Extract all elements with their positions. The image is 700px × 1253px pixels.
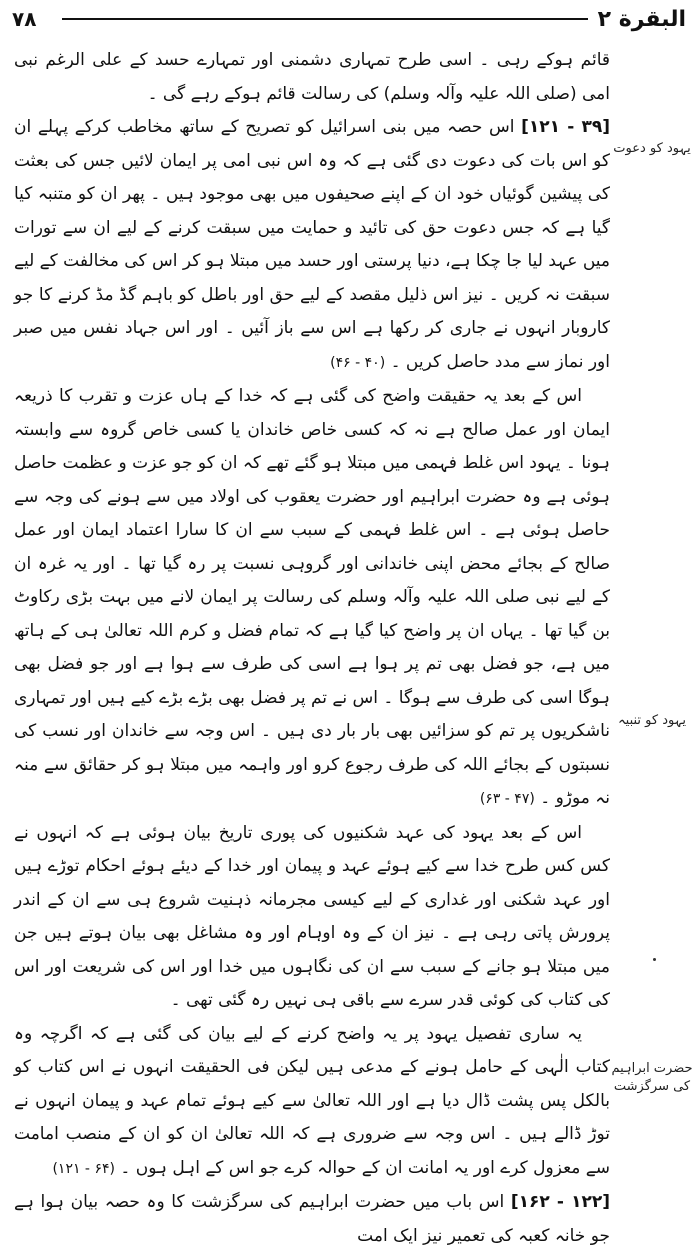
margin-note-jews-invitation: یہود کو دعوت (613, 141, 691, 156)
paragraph-text: یہ ساری تفصیل یہود پر یہ واضح کرنے کے لیے بیان کی گئی ہے کہ اگرچہ وہ کتاب الٰہی کے حامل ہونے کے مدعی ہیں لیکن فی الحقیقت انہوں نے اس کتاب کو بالکل پس پشت ڈال دیا ہے اور اللہ تعالیٰ سے کیے ہوئے تمام عہد و پیمان انہوں نے توڑ ڈالے ہیں ۔ اس وجہ سے ضروری ہے کہ اللہ تعالیٰ ان کو ان کے منصب امامت سے معزول کرے اور یہ امانت ان کے حوالہ کرے جو اس کے اہل ہوں ۔ (14, 1023, 610, 1178)
paragraph-5 (14, 1018, 610, 1187)
verse-citation: (۶۴ - ۱۲۱) (52, 1160, 115, 1177)
margin-note-jews-warning: یہود کو تنبیہ (618, 713, 686, 728)
page-number: ۷۸ (12, 7, 37, 31)
surah-title: البقرة ٢ (597, 6, 686, 32)
margin-note-abraham-story: حضرت ابراہیم کی سرگزشت (611, 1061, 693, 1094)
paragraph-6 (14, 1186, 610, 1253)
paragraph-3 (14, 380, 610, 817)
paragraph-1 (14, 44, 610, 111)
verse-range-ref: [۱۲۲ - ۱۶۲] (510, 1192, 610, 1212)
verse-citation: (۴۷ - ۶۳) (479, 791, 535, 807)
paragraph-text: اس کے بعد یہ حقیقت واضح کی گئی ہے کہ خدا کے ہاں عزت و تقرب کا ذریعہ ایمان اور عمل صالح ہے نہ کہ کسی خاص خاندان یا کسی خاص گروہ سے وابستہ ہونا ۔ یہود اس غلط فہمی میں مبتلا ہو گئے تھے کہ ان کو جو عزت و عظمت حاصل ہوئی ہے وہ حضرت ابراہیم اور حضرت یعقوب کی اولاد میں سے ہونے کی وجہ سے حاصل ہوئی ہے ۔ اس غلط فہمی کے سبب سے ان کا سارا اعتماد ایمان اور عمل صالح کے بجائے محض اپنی خاندانی اور گروہی نسبت پر رہ گیا تھا ۔ اور یہ غرہ ان کے لیے نبی صلی اللہ علیہ وآلہ وسلم کی رسالت پر ایمان لانے میں بہت بڑی رکاوٹ بن گیا تھا ۔ یہاں ان پر واضح کیا گیا ہے کہ تمام فضل و کرم اللہ تعالیٰ ہی کے ہاتھ میں ہے، جو فضل بھی تم پر ہوا ہے اسی کی طرف سے ہوا ہے اور جو فضل بھی ہوگا اسی کی طرف سے ہوگا ۔ اس نے تم پر فضل بھی بڑے بڑے کیے ہیں اور تمہاری ناشکریوں پر تم کو سزائیں بھی بار بار دی ہیں ۔ اس وجہ سے خاندان اور نسب کی نسبتوں کے بجائے اللہ کی طرف رجوع کرو اور واہمہ میں مبتلا ہو کر حقائق سے منہ نہ موڑو ۔ (14, 386, 610, 808)
verse-citation: (۴۰ - ۴۶) (330, 354, 386, 371)
page-header (12, 2, 686, 36)
paragraph-text: قائم ہوکے رہی ۔ اسی طرح تمہاری دشمنی اور تمہارے حسد کے علی الرغم نبی امی (صلی اللہ علیہ وآلہ وسلم) کی رسالت قائم ہوکے رہے گی ۔ (14, 50, 610, 104)
header-rule (62, 18, 588, 20)
paragraph-4 (14, 817, 610, 1018)
paragraph-text: اس حصہ میں بنی اسرائیل کو تصریح کے ساتھ مخاطب کرکے پہلے ان کو اس بات کی دعوت دی گئی ہے کہ وہ اس نبی امی پر ایمان لائیں جس کی بعثت کی پیشین گوئیاں خود ان کے اپنے صحیفوں میں بھی موجود ہیں ۔ پھر ان کو متنبہ کیا گیا ہے کہ جس دعوت حق کی تائید و حمایت میں سبقت کرنے کے لیے ان سے تورات میں عہد لیا جا چکا ہے، دنیا پرستی اور حسد میں مبتلا ہو کر اس کی مخالفت کے لیے سبقت نہ کریں ۔ نیز اس ذلیل مقصد کے لیے حق اور باطل کو باہم گڈ مڈ کرنے کا جو کاروبار انہوں نے جاری کر رکھا ہے اس سے باز آئیں ۔ اور اس جہاد نفس میں صبر اور نماز سے مدد حاصل کریں ۔ (14, 117, 610, 372)
margin-dot (653, 958, 656, 961)
paragraph-2 (14, 111, 610, 380)
paragraph-text: اس کے بعد یہود کی عہد شکنیوں کی پوری تاریخ بیان ہوئی ہے کہ انہوں نے کس کس طرح خدا سے کیے ہوئے عہد و پیمان اور خدا کے دیئے ہوئے احکام توڑے ہیں اور عہد شکنی اور غداری کے لیے کیسی مجرمانہ ذہنیت شروع ہی سے ان کے اندر پرورش پاتی رہی ہے ۔ نیز ان کے وہ اوہام اور وہ مشاغل بھی بیان ہوتے ہیں جن میں مبتلا ہو جانے کے سبب سے ان کی نگاہوں میں خدا اور اس کی شریعت اور اس کی کتاب کی کوئی قدر سرے سے باقی ہی نہیں رہ گئی تھی ۔ (14, 822, 610, 1010)
verse-range-ref: [۳۹ - ۱۲۱] (521, 117, 610, 137)
paragraph-text: اس باب میں حضرت ابراہیم کی سرگزشت کا وہ حصہ بیان ہوا ہے جو خانہ کعبہ کی تعمیر نیز ایک امت (14, 1192, 610, 1246)
commentary-body (14, 44, 610, 1253)
